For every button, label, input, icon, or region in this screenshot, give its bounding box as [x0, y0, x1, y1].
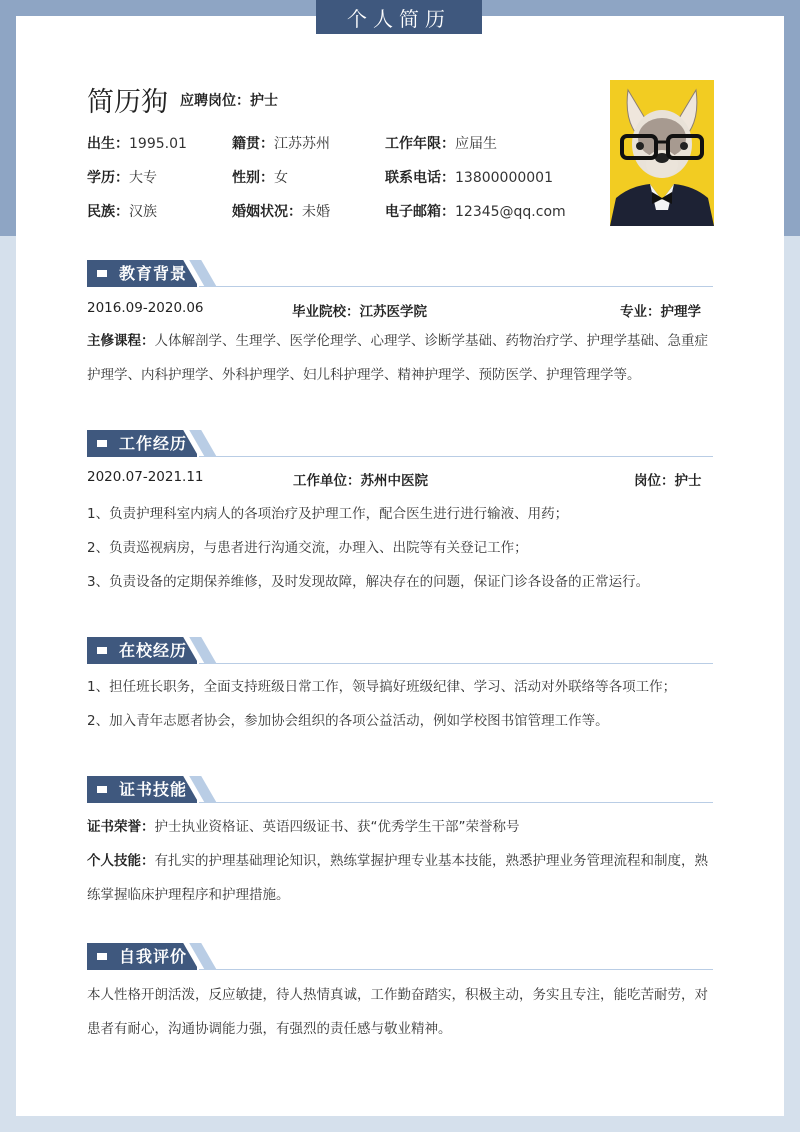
- courses-label: 主修课程：: [87, 333, 155, 349]
- section-title: 在校经历: [119, 641, 188, 660]
- info-value: 女: [274, 170, 288, 186]
- info-label: 学历：: [87, 170, 129, 186]
- section-header-self-evaluation: [87, 943, 713, 971]
- info-value: 13800000001: [455, 170, 553, 186]
- cert-label: 证书荣誉：: [87, 819, 155, 835]
- section-marker-icon: [97, 440, 107, 447]
- company-label: 工作单位：: [293, 473, 361, 489]
- section-title: 工作经历: [119, 434, 188, 453]
- section-header-skills: [87, 776, 713, 804]
- work-position: [634, 469, 702, 489]
- page-title: 个人简历: [316, 0, 482, 34]
- info-ethnicity: [87, 201, 157, 221]
- info-label: 民族：: [87, 204, 129, 220]
- work-duties: [87, 497, 713, 599]
- info-label: 工作年限：: [385, 136, 455, 152]
- info-value: 12345@qq.com: [455, 204, 566, 220]
- section-marker-icon: [97, 953, 107, 960]
- dog-portrait-image: [610, 80, 714, 226]
- info-label: 出生：: [87, 136, 129, 152]
- info-experience-years: [385, 133, 497, 153]
- major-value: 护理学: [660, 304, 701, 320]
- list-item: 3、负责设备的定期保养维修，及时发现故障，解决存在的问题，保证门诊各设备的正常运行。: [87, 574, 650, 590]
- education-school: [292, 300, 427, 320]
- section-header-education: [87, 260, 713, 288]
- profile-photo: [610, 80, 714, 226]
- school-value: 江苏医学院: [359, 304, 427, 320]
- info-label: 婚姻状况：: [232, 204, 302, 220]
- company-value: 苏州中医院: [360, 473, 428, 489]
- section-marker-icon: [97, 270, 107, 277]
- list-item: 2、负责巡视病房，与患者进行沟通交流，办理入、出院等有关登记工作；: [87, 540, 528, 556]
- info-value: 未婚: [302, 204, 330, 220]
- info-value: 江苏苏州: [274, 136, 330, 152]
- applied-position: [180, 90, 278, 110]
- section-marker-icon: [97, 786, 107, 793]
- skill-text: 有扎实的护理基础理论知识，熟练掌握护理专业基本技能，熟悉护理业务管理流程和制度，熟练掌握临床护理程序和护理措施。: [87, 853, 708, 903]
- info-label: 性别：: [232, 170, 274, 186]
- info-label: 联系电话：: [385, 170, 455, 186]
- info-email: [385, 201, 566, 221]
- education-major: [620, 300, 701, 320]
- work-company: [293, 469, 428, 489]
- skill-label: 个人技能：: [87, 853, 155, 869]
- certificates: [87, 810, 713, 844]
- info-phone: [385, 167, 553, 187]
- campus-experience: [87, 670, 713, 738]
- list-item: 1、负责护理科室内病人的各项治疗及护理工作，配合医生进行进行输液、用药；: [87, 506, 569, 522]
- position-label: 岗位：: [634, 473, 675, 489]
- school-label: 毕业院校：: [292, 304, 360, 320]
- applied-position-label: 应聘岗位：: [180, 93, 250, 109]
- info-birth: [87, 133, 187, 153]
- section-header-campus: [87, 637, 713, 665]
- applied-position-value: 护士: [250, 93, 278, 109]
- info-value: 大专: [129, 170, 157, 186]
- courses-text: 人体解剖学、生理学、医学伦理学、心理学、诊断学基础、药物治疗学、护理学基础、急重症护理学、内科护理学、外科护理学、妇儿科护理学、精神护理学、预防医学、护理管理学等。: [87, 333, 708, 383]
- info-gender: [232, 167, 288, 187]
- list-item: 2、加入青年志愿者协会，参加协会组织的各项公益活动，例如学校图书馆管理工作等。: [87, 713, 609, 729]
- section-title: 证书技能: [119, 780, 188, 799]
- work-period: 2020.07-2021.11: [87, 469, 204, 485]
- info-value: 1995.01: [129, 136, 187, 152]
- major-label: 专业：: [620, 304, 661, 320]
- list-item: 1、担任班长职务，全面支持班级日常工作，领导搞好班级纪律、学习、活动对外联络等各项工作；: [87, 679, 677, 695]
- education-courses: [87, 324, 713, 392]
- info-marital-status: [232, 201, 330, 221]
- section-title: 教育背景: [119, 264, 188, 283]
- education-period: 2016.09-2020.06: [87, 300, 204, 316]
- info-label: 籍贯：: [232, 136, 274, 152]
- position-value: 护士: [674, 473, 702, 489]
- candidate-name: 简历狗: [87, 87, 168, 118]
- self-evaluation-text: 本人性格开朗活泼，反应敏捷，待人热情真诚，工作勤奋踏实，积极主动，务实且专注，能吃苦耐劳，对患者有耐心，沟通协调能力强，有强烈的责任感与敬业精神。: [87, 987, 708, 1037]
- info-hometown: [232, 133, 330, 153]
- personal-skills: [87, 844, 713, 912]
- skills-content: [87, 810, 713, 912]
- cert-text: 护士执业资格证、英语四级证书、获“优秀学生干部”荣誉称号: [154, 819, 520, 835]
- info-value: 汉族: [129, 204, 157, 220]
- info-value: 应届生: [455, 136, 497, 152]
- info-degree: [87, 167, 157, 187]
- section-header-work: [87, 430, 713, 458]
- info-label: 电子邮箱：: [385, 204, 455, 220]
- section-title: 自我评价: [119, 947, 188, 966]
- section-marker-icon: [97, 647, 107, 654]
